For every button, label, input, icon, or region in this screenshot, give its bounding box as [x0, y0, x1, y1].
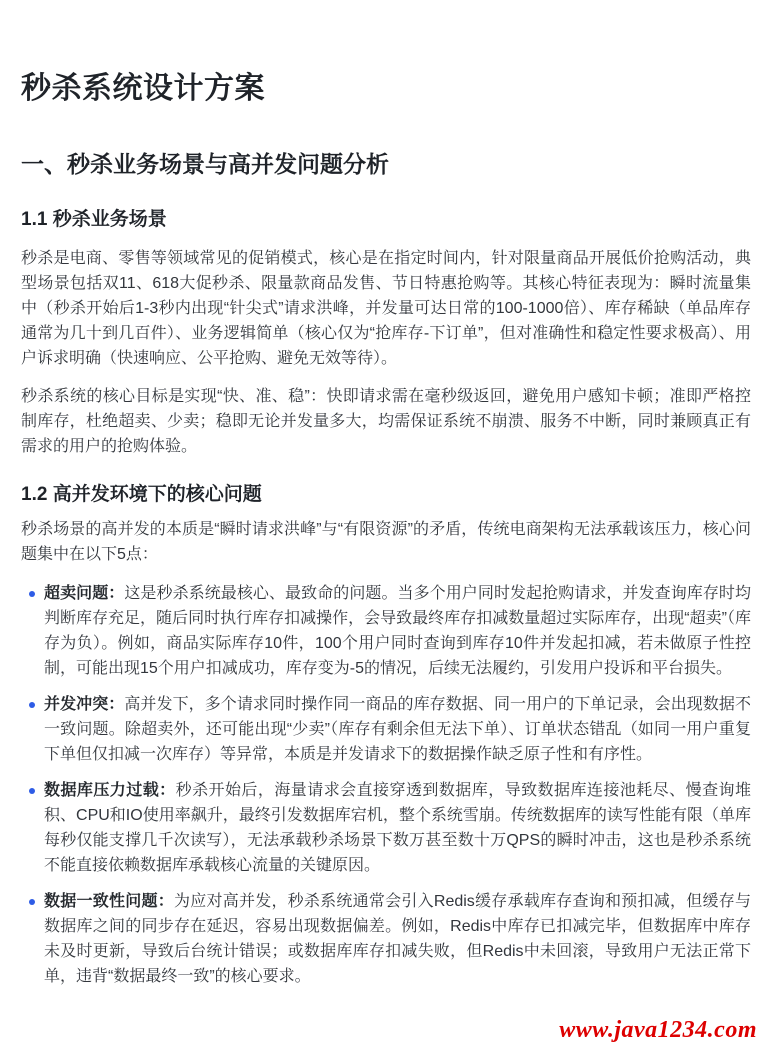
- list-item-detail: 秒杀开始后，海量请求会直接穿透到数据库，导致数据库连接池耗尽、慢查询堆积、CPU和IO使用率飙升，最终引发数据库宕机，整个系统雪崩。传统数据库的读写性能有限（单库每秒仅能支撑几千次读写），无法承载秒杀场景下数万甚至数十万QPS的瞬时冲击，这也是秒杀系统不能直接依赖数据库承载核心流量的关键原因。: [44, 782, 751, 874]
- list-item-data-consistency: [21, 889, 751, 989]
- list-item-detail: 为应对高并发，秒杀系统通常会引入Redis缓存承载库存查询和预扣减，但缓存与数据库之间的同步存在延迟，容易出现数据偏差。例如，Redis中库存已扣减完毕，但数据库中库存未及时更新，导致后台统计错误；或数据库库存扣减失败，但Redis中未回滚，导致用户无法正常下单，违背“数据最终一致”的核心要求。: [44, 893, 751, 985]
- list-item-lead: 超卖问题：: [44, 585, 125, 602]
- list-item-concurrency-conflict: [21, 692, 751, 767]
- paragraph-core-goals: 秒杀系统的核心目标是实现“快、准、稳”：快即请求需在毫秒级返回，避免用户感知卡顿；准即严格控制库存，杜绝超卖、少卖；稳即无论并发量多大，均需保证系统不崩溃、服务不中断，同时兼顾真正有需求的用户的抢购体验。: [21, 388, 751, 455]
- subsection-heading-1-2: 1.2 高并发环境下的核心问题: [21, 484, 262, 505]
- list-item-text: [44, 692, 751, 767]
- site-watermark: www.java1234.com: [559, 1017, 757, 1043]
- paragraph-scene-intro: 秒杀是电商、零售等领域常见的促销模式，核心是在指定时间内，针对限量商品开展低价抢购活动，典型场景包括双11、618大促秒杀、限量款商品发售、节日特惠抢购等。其核心特征表现为：瞬时流量集中（秒杀开始后1-3秒内出现“针尖式”请求洪峰，并发量可达日常的100-1000倍）、库存稀缺（单品库存通常为几十到几百件）、业务逻辑简单（核心仅为“抢库存-下订单”，但对准确性和稳定性要求极高）、用户诉求明确（快速响应、公平抢购、避免无效等待）。: [21, 250, 751, 367]
- list-item-detail: 高并发下，多个请求同时操作同一商品的库存数据、同一用户的下单记录，会出现数据不一致问题。除超卖外，还可能出现“少卖”（库存有剩余但无法下单）、订单状态错乱（如同一用户重复下单但仅扣减一次库存）等异常，本质是并发请求下的数据操作缺乏原子性和有序性。: [44, 696, 751, 763]
- paragraph-problems-intro: 秒杀场景的高并发的本质是“瞬时请求洪峰”与“有限资源”的矛盾，传统电商架构无法承载该压力，核心问题集中在以下5点：: [21, 521, 751, 563]
- list-item-text: [44, 778, 751, 878]
- list-item-lead: 并发冲突：: [44, 696, 125, 713]
- problem-list: [21, 581, 751, 989]
- bullet-icon: [29, 702, 35, 708]
- list-item-text: [44, 581, 751, 681]
- list-item-lead: 数据一致性问题：: [44, 893, 174, 910]
- list-item-db-overload: [21, 778, 751, 878]
- list-item-lead: 数据库压力过载：: [44, 782, 176, 799]
- list-item-detail: 这是秒杀系统最核心、最致命的问题。当多个用户同时发起抢购请求，并发查询库存时均判断库存充足，随后同时执行库存扣减操作，会导致最终库存扣减数量超过实际库存，出现“超卖”（库存为负）。例如，商品实际库存10件，100个用户同时查询到库存10件并发起扣减，若未做原子性控制，可能出现15个用户扣减成功，库存变为-5的情况，后续无法履约，引发用户投诉和平台损失。: [44, 585, 751, 677]
- list-item-text: [44, 889, 751, 989]
- subsection-heading-1-1: 1.1 秒杀业务场景: [21, 209, 167, 230]
- doc-title: 秒杀系统设计方案: [21, 72, 265, 105]
- bullet-icon: [29, 591, 35, 597]
- section-heading-1: 一、秒杀业务场景与高并发问题分析: [21, 151, 389, 177]
- list-item-oversell: [21, 581, 751, 681]
- bullet-icon: [29, 899, 35, 905]
- bullet-icon: [29, 788, 35, 794]
